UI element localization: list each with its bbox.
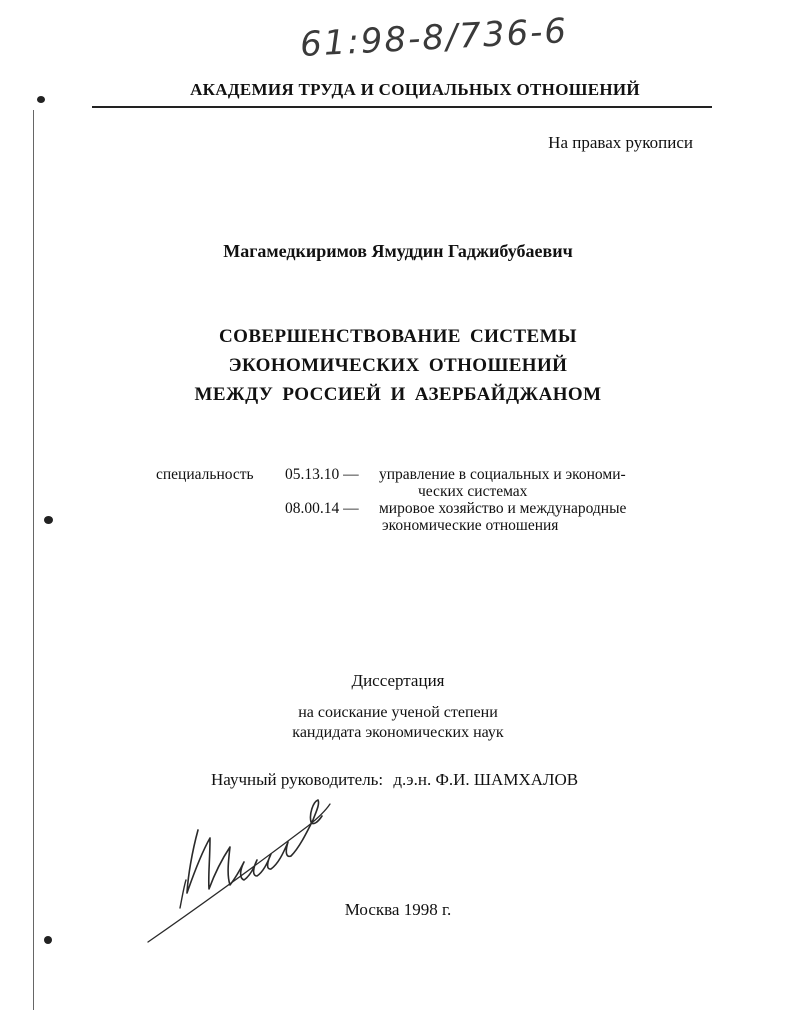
supervisor-name: д.э.н. Ф.И. ШАМХАЛОВ <box>393 770 579 789</box>
specialty-code: 08.00.14 — <box>285 500 359 517</box>
scan-speck <box>44 936 52 944</box>
scan-speck <box>37 96 45 103</box>
scan-speck <box>44 516 53 524</box>
supervisor-line <box>211 770 584 790</box>
specialty-code: 05.13.10 — <box>285 466 359 483</box>
archive-number: 61:98-8/736-6 <box>299 11 570 65</box>
title-line: ЭКОНОМИЧЕСКИХ ОТНОШЕНИЙ <box>228 355 568 376</box>
supervisor-label: Научный руководитель: <box>211 770 384 789</box>
header-rule <box>92 106 712 108</box>
manuscript-note: На правах рукописи <box>548 133 693 152</box>
institution-name: АКАДЕМИЯ ТРУДА И СОЦИАЛЬНЫХ ОТНОШЕНИЙ <box>190 80 640 99</box>
specialty-label: специальность <box>156 466 254 483</box>
document-type: Диссертация <box>351 671 445 690</box>
signature-image <box>140 790 350 950</box>
title-line: МЕЖДУ РОССИЕЙ И АЗЕРБАЙДЖАНОМ <box>194 384 602 405</box>
city-year: Москва 1998 г. <box>344 900 452 919</box>
specialty-description: ческих системах <box>418 483 528 500</box>
title-line: СОВЕРШЕНСТВОВАНИЕ СИСТЕМЫ <box>219 326 577 347</box>
degree-statement <box>0 703 796 743</box>
degree-line: кандидата экономических наук <box>292 724 504 741</box>
specialty-description: экономические отношения <box>382 517 559 534</box>
dissertation-title <box>0 322 796 409</box>
author-name: Магамедкиримов Ямуддин Гаджибубаевич <box>223 241 573 261</box>
specialty-block <box>156 466 716 534</box>
specialty-description: управление в социальных и экономи- <box>379 466 626 483</box>
specialty-description: мировое хозяйство и международные <box>379 500 627 517</box>
degree-line: на соискание ученой степени <box>298 704 498 721</box>
